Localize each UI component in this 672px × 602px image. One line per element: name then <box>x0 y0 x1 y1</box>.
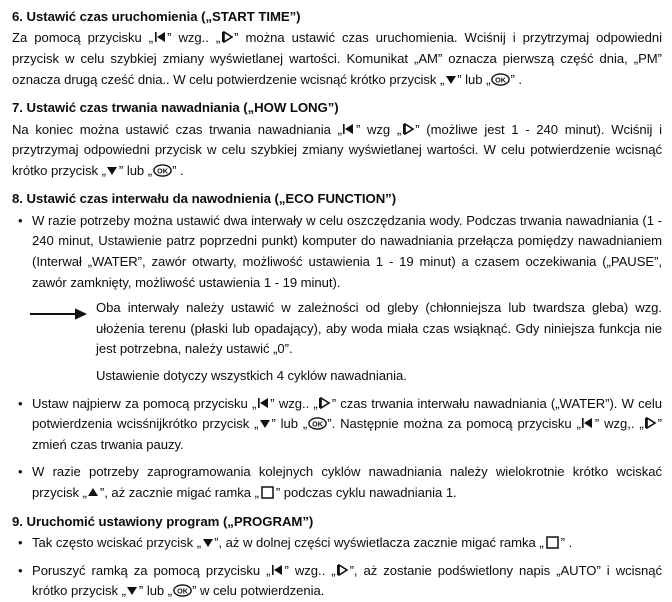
svg-text:OK: OK <box>156 166 168 176</box>
text-fragment: ” lub „ <box>138 583 173 599</box>
text-fragment: W razie potrzeby zaprogramowania kolejnych cyklów nawadniania należy wielokrotnie krótko wciskać przycisk „ <box>32 464 662 500</box>
right-arrow-button-icon <box>336 564 349 576</box>
left-arrow-button-icon <box>271 564 284 576</box>
text-fragment: ”, aż zostanie podświetlony napis „AUTO” i wcisnąć krótko przycisk „ <box>32 562 662 599</box>
text-fragment: ” czas trwania interwału nawadniania („WATER”). W celu potwierdzenia wcisśnijkrótko przycisk „ <box>32 395 663 432</box>
list-item <box>12 394 662 456</box>
blinking-frame-icon <box>546 536 559 549</box>
bullet-marker: • <box>18 534 23 550</box>
down-arrow-button-icon <box>106 165 118 176</box>
text-fragment: ” podczas cyklu nawadniania 1. <box>275 484 457 500</box>
left-arrow-button-icon <box>154 31 167 43</box>
right-arrow-button-icon <box>644 417 657 429</box>
up-arrow-button-icon <box>87 487 99 498</box>
down-arrow-button-icon <box>445 74 457 85</box>
ok-button-icon <box>153 164 172 177</box>
section-6-heading: 6. Ustawić czas uruchomienia („START TIME”) <box>12 9 301 24</box>
down-arrow-button-icon <box>259 418 271 429</box>
list-item <box>12 561 662 602</box>
text-fragment: ” w celu potwierdzenia. <box>192 583 325 599</box>
right-arrow-button-icon <box>318 397 331 409</box>
left-arrow-button-icon <box>257 397 270 409</box>
text-fragment: ” wzg „ <box>355 121 402 137</box>
list-item <box>12 211 662 293</box>
long-right-arrow-icon <box>30 306 88 318</box>
text-fragment: Tak często wciskać przycisk „ <box>32 534 202 550</box>
note-subtext: Ustawienie dotyczy wszystkich 4 cyklów nawadniania. <box>96 367 407 383</box>
text-fragment: ” wzg.. „ <box>167 30 221 46</box>
text-fragment: ” . <box>172 162 184 178</box>
text-fragment: ”, aż zacznie migać ramka „ <box>99 484 259 500</box>
text-fragment: ” wzg.. „ <box>270 395 318 411</box>
bullet-marker: • <box>18 464 23 480</box>
text-fragment: ”. Następnie można za pomocą przycisku „ <box>327 416 581 432</box>
down-arrow-button-icon <box>126 585 138 596</box>
bullet-marker: • <box>18 562 23 578</box>
section-7-heading: 7. Ustawić czas trwania nawadniania („HOW LONG”) <box>12 100 339 116</box>
bullet-marker: • <box>18 395 23 411</box>
text-fragment: Za pomocą przycisku „ <box>12 30 154 46</box>
left-arrow-button-icon <box>581 417 594 429</box>
text-fragment: ” lub „ <box>457 71 491 87</box>
text-fragment: ” . <box>560 534 573 550</box>
note-text: Oba interwały należy ustawić w zależności od gleby (chłonniejsza lub twardsza gleba) wzg. ułożenia terenu (płaski lub opadający), aby woda miała czas wsiąknąć. Gdy niniejsza funkcja nie jest potrzebna, należy ustawić „0”. <box>96 300 662 357</box>
list-item-text: W razie potrzeby można ustawić dwa interwały w celu oszczędzania wody. Podczas trwania nawadniania (1 - 240 minut, Ustawienie patrz poprzedni punkt) komputer do nawadniania przełącza pomiędzy nawadnianiem (Interwał „WATER”, zawór otwarty, możliwość ustawienia 1 - 19 minut) a czasem oczekiwania („PAUSE”, zawór zamknięty, możliwość ustawienia 1 - 19 minut). <box>32 212 662 290</box>
list-item <box>12 462 662 503</box>
ok-button-icon <box>308 417 327 430</box>
section-6-paragraph <box>12 28 662 90</box>
ok-button-icon <box>491 73 510 86</box>
text-fragment: Ustaw najpierw za pomocą przycisku „ <box>32 395 257 411</box>
note-block <box>12 298 662 386</box>
list-item <box>12 533 662 554</box>
left-arrow-button-icon <box>342 123 355 135</box>
text-fragment: ” można ustawić czas uruchomienia. Wciśnij i przytrzymaj odpowiedni przycisk w celu szybkiej zmiany wyświetlanej wartości. Komunikat „AM” oznacza pierwszą część dnia, „PM” oznacza drugą cześć dnia.. W celu potwierdzenie wcisnąć krótko przycisk „ <box>12 30 662 87</box>
text-fragment: Na koniec można ustawić czas trwania nawadniania „ <box>12 121 342 137</box>
text-fragment: ” (możliwe jest 1 - 240 minut). Wciśnij i przytrzymaj odpowiedni przycisk w celu szybkiej zmiany wyświetlanej wartości. W celu potwierdzenie wcisnąć krótko przycisk „ <box>12 121 662 178</box>
right-arrow-button-icon <box>402 123 415 135</box>
ok-button-icon <box>173 584 192 597</box>
svg-text:OK: OK <box>495 74 506 84</box>
text-fragment: ” lub „ <box>118 162 153 178</box>
section-9-heading: 9. Uruchomić ustawiony program („PROGRAM”) <box>12 513 314 529</box>
text-fragment: ” wzg.. „ <box>284 562 336 578</box>
section-8-heading: 8. Ustawić czas interwału da nawodnienia („ECO FUNCTION”) <box>12 191 397 207</box>
blinking-frame-icon <box>261 486 274 499</box>
text-fragment: Poruszyć ramką za pomocą przycisku „ <box>32 562 271 578</box>
text-fragment: ” . <box>510 71 522 87</box>
bullet-marker: • <box>18 212 23 228</box>
svg-text:OK: OK <box>311 419 323 429</box>
text-fragment: ” wzg,. „ <box>594 416 644 432</box>
right-arrow-button-icon <box>221 31 234 43</box>
section-7-paragraph <box>12 120 662 182</box>
text-fragment: ” lub „ <box>271 416 308 432</box>
down-arrow-button-icon <box>202 537 214 548</box>
text-fragment: ”, aż w dolnej części wyświetlacza zacznie migać ramka „ <box>214 534 544 550</box>
svg-text:OK: OK <box>176 586 188 596</box>
text-fragment: ” zmień czas trwania pauzy. <box>32 416 662 452</box>
